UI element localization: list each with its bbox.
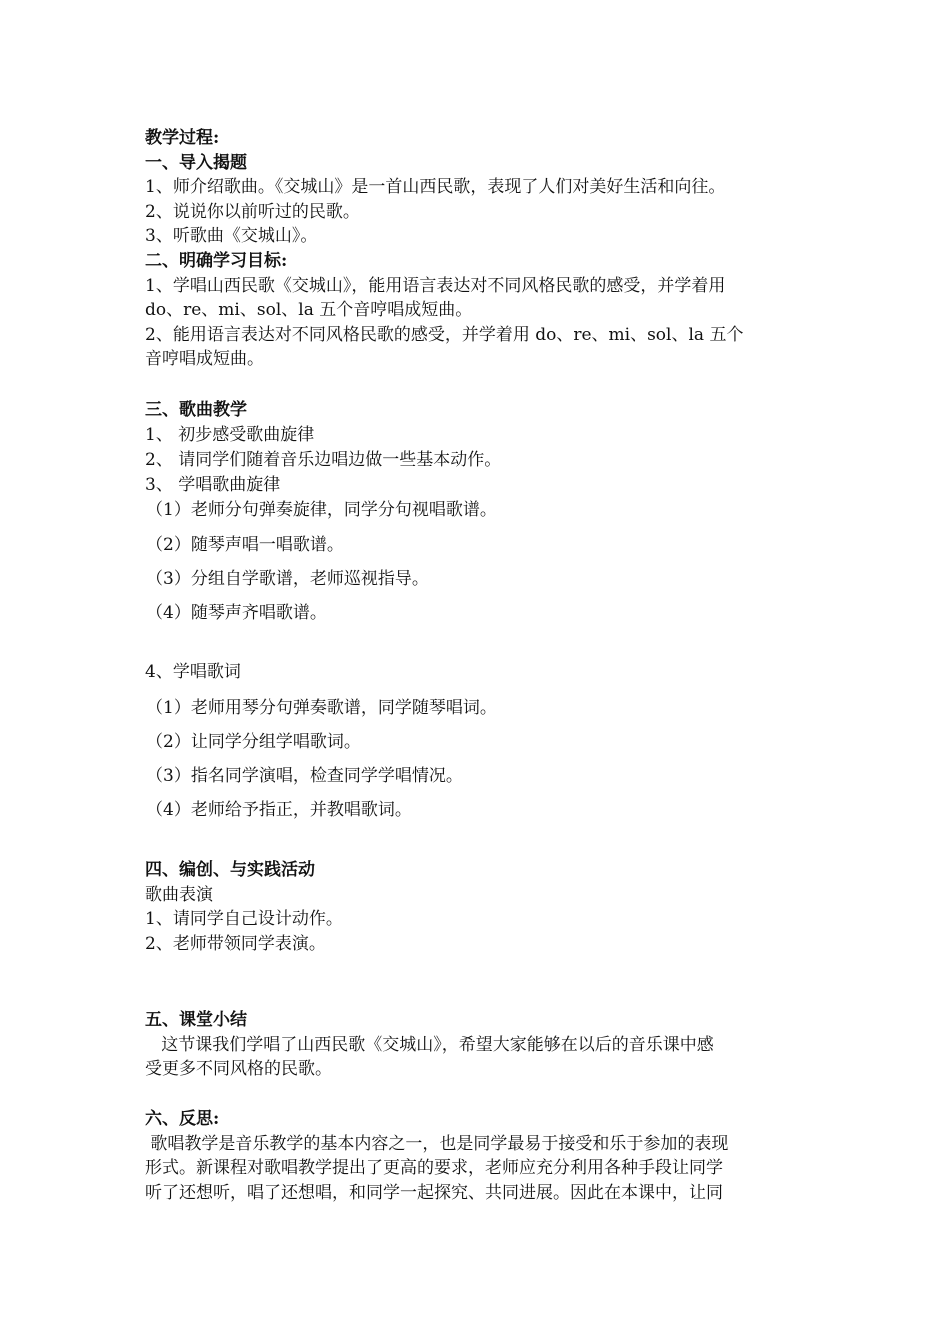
paragraph-line: 受更多不同风格的民歌。 [145,1059,332,1079]
melody-step: （2）随琴声唱一唱歌谱。 [146,535,344,555]
section-heading-reflection: 六、反思: [145,1109,220,1129]
melody-step: （3）分组自学歌谱，老师巡视指导。 [146,569,429,589]
list-item: 2、说说你以前听过的民歌。 [145,202,360,222]
list-item: 1、 初步感受歌曲旋律 [145,425,315,445]
subheading: 歌曲表演 [145,885,213,905]
paragraph-line: 这节课我们学唱了山西民歌《交城山》，希望大家能够在以后的音乐课中感 [145,1035,714,1055]
section-heading-song-teaching: 三、歌曲教学 [145,400,247,420]
paragraph-line: 听了还想听，唱了还想唱，和同学一起探究、共同进展。因此在本课中，让同 [145,1183,723,1203]
page-title: 教学过程: [145,128,220,148]
list-item: 2、能用语言表达对不同风格民歌的感受，并学着用 do、re、mi、sol、la 五个 [145,325,744,345]
list-item: 3、 学唱歌曲旋律 [145,475,281,495]
section-heading-creation: 四、编创、与实践活动 [145,860,315,880]
melody-step: （1）老师分句弹奏旋律，同学分句视唱歌谱。 [146,500,497,520]
list-item: 音哼唱成短曲。 [145,349,264,369]
lyrics-step: （2）让同学分组学唱歌词。 [146,732,361,752]
section-heading-intro: 一、导入揭题 [145,153,247,173]
list-item: 2、 请同学们随着音乐边唱边做一些基本动作。 [145,450,502,470]
paragraph-line: 形式。新课程对歌唱教学提出了更高的要求，老师应充分利用各种手段让同学 [145,1158,723,1178]
list-item: 3、听歌曲《交城山》。 [145,226,318,246]
list-item: 1、师介绍歌曲。《交城山》是一首山西民歌，表现了人们对美好生活和向往。 [145,177,726,197]
melody-step: （4）随琴声齐唱歌谱。 [146,603,327,623]
paragraph-line: 歌唱教学是音乐教学的基本内容之一，也是同学最易于接受和乐于参加的表现 [145,1134,729,1154]
list-item: 1、请同学自己设计动作。 [145,909,343,929]
lyrics-heading: 4、学唱歌词 [145,662,241,682]
lyrics-step: （4）老师给予指正，并教唱歌词。 [146,800,412,820]
list-item: do、re、mi、sol、la 五个音哼唱成短曲。 [145,300,473,320]
list-item: 2、老师带领同学表演。 [145,934,326,954]
section-heading-goals: 二、明确学习目标: [145,251,288,271]
section-heading-summary: 五、课堂小结 [145,1010,247,1030]
list-item: 1、学唱山西民歌《交城山》，能用语言表达对不同风格民歌的感受，并学着用 [145,276,726,296]
lyrics-step: （3）指名同学演唱，检查同学学唱情况。 [146,766,463,786]
lyrics-step: （1）老师用琴分句弹奏歌谱，同学随琴唱词。 [146,698,497,718]
